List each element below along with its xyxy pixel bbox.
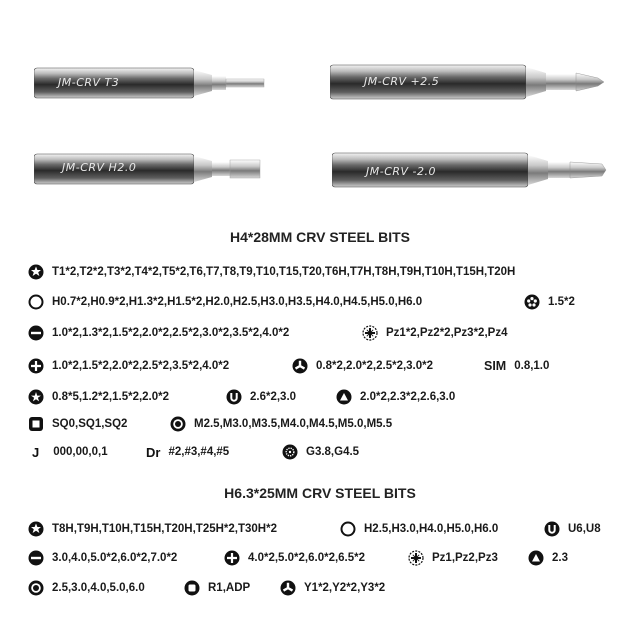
phillips-icon xyxy=(28,358,44,374)
spec-item xyxy=(184,578,250,598)
spec-item xyxy=(28,387,169,407)
spec-item xyxy=(28,356,229,376)
spec-item xyxy=(226,387,296,407)
spec-text: 0.8,1.0 xyxy=(514,360,550,372)
bit-slotted-2-0 xyxy=(332,150,608,190)
tri-wing-icon xyxy=(292,358,308,374)
section1-row-4 xyxy=(0,356,640,376)
spec-item xyxy=(292,356,433,376)
bit-h2-0-label: JM-CRV H2.0 xyxy=(62,161,137,174)
spec-item xyxy=(28,292,422,312)
round-icon xyxy=(184,580,200,596)
spec-item xyxy=(28,414,127,434)
spec-item xyxy=(340,519,498,539)
section2-row-3 xyxy=(0,578,640,598)
bit-t3-label: JM-CRV T3 xyxy=(58,76,120,89)
spec-item xyxy=(170,414,392,434)
bit-phillips-2-5 xyxy=(330,62,606,102)
spec-text: H2.5,H3.0,H4.0,H5.0,H6.0 xyxy=(364,523,499,535)
u-icon xyxy=(544,521,560,537)
spec-item xyxy=(280,578,385,598)
spec-text: T8H,T9H,T10H,T15H,T20H,T25H*2,T30H*2 xyxy=(52,523,277,535)
spec-text: 1.0*2,1.5*2,2.0*2,2.5*2,3.5*2,4.0*2 xyxy=(52,360,230,372)
spec-item xyxy=(146,442,229,462)
hex-icon xyxy=(340,521,356,537)
bit-phillips-2-5-label: JM-CRV +2.5 xyxy=(364,75,440,88)
dr-icon: Dr xyxy=(146,444,161,460)
spec-item xyxy=(528,548,568,568)
spec-item xyxy=(524,292,575,312)
slotted-icon xyxy=(28,550,44,566)
spec-item xyxy=(224,548,365,568)
section1-row-2 xyxy=(0,292,640,312)
spec-item xyxy=(408,548,498,568)
spec-text: 1.0*2,1.3*2,1.5*2,2.0*2,2.5*2,3.0*2,3.5*2,4.0*2 xyxy=(52,327,290,339)
spec-text: T1*2,T2*2,T3*2,T4*2,T5*2,T6,T7,T8,T9,T10,T15,T20,T6H,T7H,T8H,T9H,T10H,T15H,T20H xyxy=(52,266,516,278)
spec-text: 3.0,4.0,5.0*2,6.0*2,7.0*2 xyxy=(52,552,178,564)
section1-row-7 xyxy=(0,442,640,462)
spec-text: 2.6*2,3.0 xyxy=(250,391,297,403)
spec-item xyxy=(28,262,515,282)
pozi-icon xyxy=(408,550,424,566)
spec-text: Y1*2,Y2*2,Y3*2 xyxy=(304,582,386,594)
spec-text: 2.5,3.0,4.0,5.0,6.0 xyxy=(52,582,145,594)
spec-text: SQ0,SQ1,SQ2 xyxy=(52,418,128,430)
tri-wing-icon xyxy=(280,580,296,596)
bit-slotted-2-0-label: JM-CRV -2.0 xyxy=(366,165,437,178)
spec-item xyxy=(544,519,601,539)
spec-text: M2.5,M3.0,M3.5,M4.0,M4.5,M5.0,M5.5 xyxy=(194,418,393,430)
nut-icon xyxy=(28,580,44,596)
spec-text: 000,00,0,1 xyxy=(53,446,108,458)
spec-text: 4.0*2,5.0*2,6.0*2,6.5*2 xyxy=(248,552,366,564)
section1-row-1 xyxy=(0,262,640,282)
section1-row-6 xyxy=(0,414,640,434)
spec-item xyxy=(484,356,549,376)
spec-item xyxy=(28,519,277,539)
u-icon xyxy=(226,389,242,405)
spec-item xyxy=(28,578,145,598)
spec-text: U6,U8 xyxy=(568,523,601,535)
hex-icon xyxy=(28,294,44,310)
spec-text: 0.8*5,1.2*2,1.5*2,2.0*2 xyxy=(52,391,170,403)
section1-row-5 xyxy=(0,387,640,407)
triangle-icon xyxy=(336,389,352,405)
spec-text: Pz1,Pz2,Pz3 xyxy=(432,552,498,564)
spec-item xyxy=(28,323,289,343)
spec-text: H0.7*2,H0.9*2,H1.3*2,H1.5*2,H2.0,H2.5,H3.0,H3.5,H4.0,H4.5,H5.0,H6.0 xyxy=(52,296,423,308)
spec-text: Pz1*2,Pz2*2,Pz3*2,Pz4 xyxy=(386,327,508,339)
spec-text: #2,#3,#4,#5 xyxy=(168,446,230,458)
spec-item xyxy=(28,548,177,568)
section2-title: H6.3*25MM CRV STEEL BITS xyxy=(224,485,416,501)
section1-title: H4*28MM CRV STEEL BITS xyxy=(230,229,410,245)
spec-text: 1.5*2 xyxy=(548,296,575,308)
j-icon: J xyxy=(32,444,40,460)
spec-text: R1,ADP xyxy=(208,582,251,594)
bit-h2-0 xyxy=(34,152,266,186)
section2-row-2 xyxy=(0,548,640,568)
spec-text: 2.0*2,2.3*2,2.6,3.0 xyxy=(360,391,456,403)
pentalobe-icon xyxy=(524,294,540,310)
spec-item xyxy=(362,323,507,343)
nut-icon xyxy=(170,416,186,432)
spec-text: 0.8*2,2.0*2,2.5*2,3.0*2 xyxy=(316,360,434,372)
triangle-icon xyxy=(528,550,544,566)
star-icon xyxy=(28,389,44,405)
spec-item xyxy=(32,442,108,462)
spec-item xyxy=(282,442,359,462)
square-icon xyxy=(28,416,44,432)
section1-row-3 xyxy=(0,323,640,343)
torx-icon xyxy=(28,521,44,537)
section2-row-1 xyxy=(0,519,640,539)
spec-text: 2.3 xyxy=(552,552,568,564)
slotted-icon xyxy=(28,325,44,341)
gear-icon xyxy=(282,444,298,460)
spec-item xyxy=(336,387,455,407)
bit-t3 xyxy=(34,66,266,100)
spec-text: G3.8,G4.5 xyxy=(306,446,360,458)
pozi-icon xyxy=(362,325,378,341)
torx-icon xyxy=(28,264,44,280)
phillips-icon xyxy=(224,550,240,566)
sim-icon: SIM xyxy=(484,359,507,373)
